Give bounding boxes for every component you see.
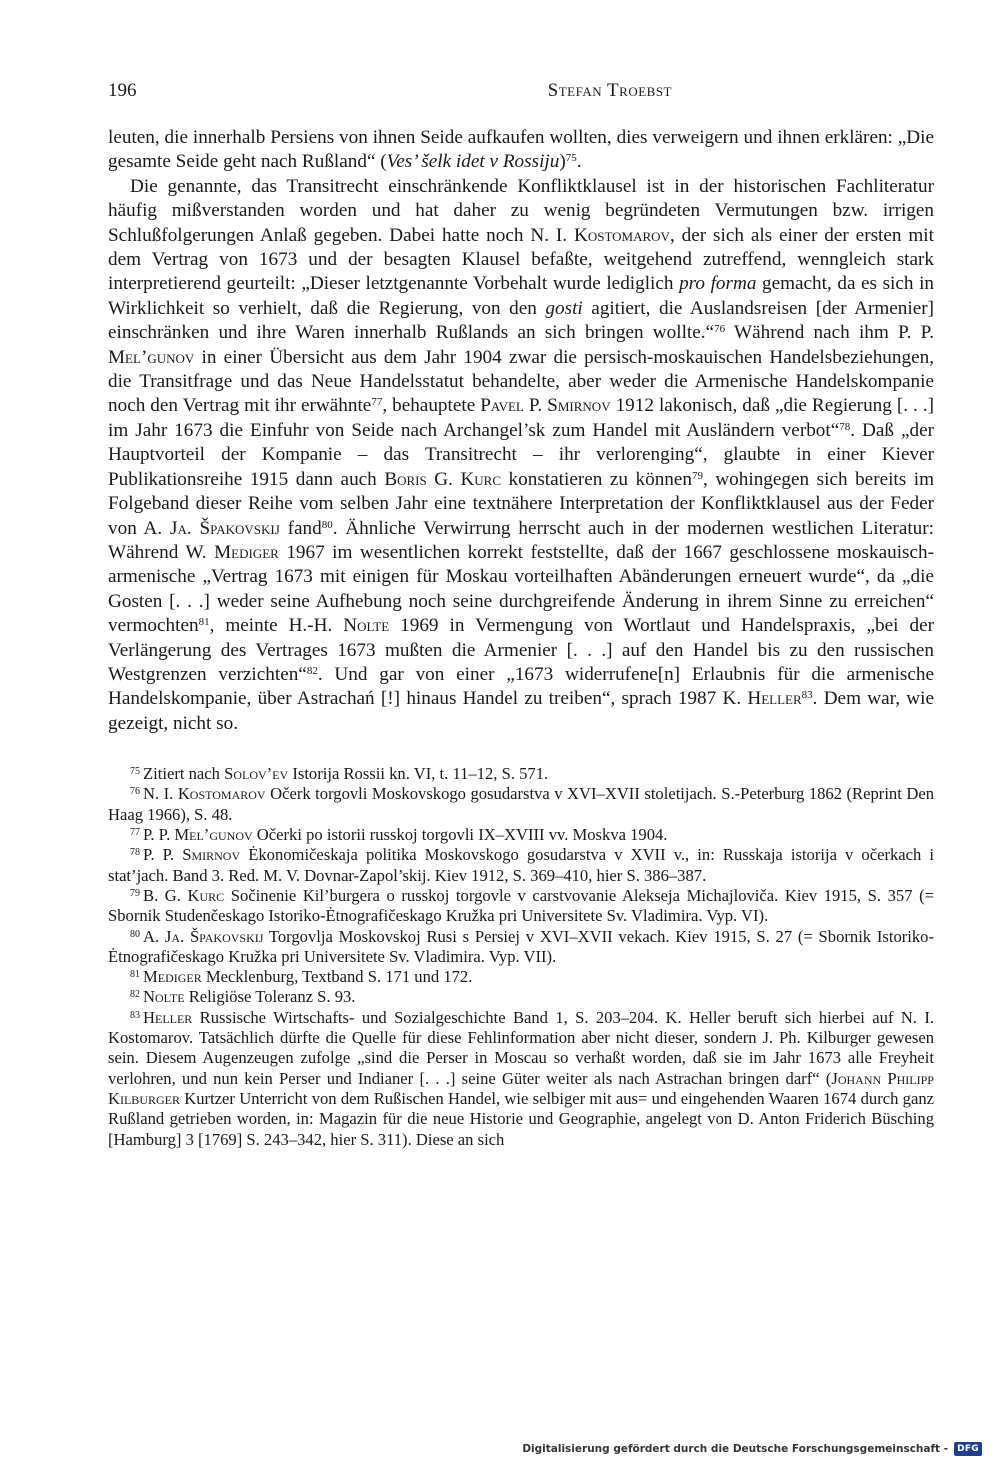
footnote-83: $^{83}$ Heller Russische Wirtschafts- und Sozialgeschichte Band 1, S. 203–204. K. Heller beruft sich hierbei auf N. I. Kostomarov. Tatsächlich dürfte die Quelle für diese Fehlinformation aber nicht dieser, sondern J. Ph. Kilburger gewesen sein. Diesem Augenzeugen zufolge „sind die Perser in Moscau so verhaßt worden, daß sie im Jahr 1673 alle Freyheit verlohren, und nun kein Perser und Indianer [. . .] seine Güter weiter als nach Astrachan bringen darf“ (Johann Philipp Kilburger Kurtzer Unterricht von dem Rußischen Handel, wie selbiger mit aus= und eingehenden Waaren 1674 durch ganz Rußland getrieben worden, in: Magazin für die neue Historie und Geographie, angelegt von D. Anton Friderich Büsching [Hamburg] 3 [1769] S. 243–342, hier S. 311). Diese an sich xyxy=(108,1007,934,1149)
footnote-ref: 78 xyxy=(839,420,851,433)
footnote-82: $^{82}$ Nolte Religiöse Toleranz S. 93. xyxy=(130,987,356,1007)
digitization-credit xyxy=(522,1442,982,1456)
paragraph-1: leuten, die innerhalb Persiens von ihnen Seide aufkaufen wollten, dies verweigern und ihnen erklären: „Die gesamte Seide geht nach Rußland“ (Ves’ šelk idet v Rossiju)$^{75}$. xyxy=(108,127,934,173)
footnote-81: $^{81}$ Mediger Mecklenburg, Textband S. 171 und 172. xyxy=(130,967,473,987)
credit-text: Digitalisierung gefördert durch die Deutsche Forschungsgemeinschaft - xyxy=(522,1443,949,1455)
footnote-ref: 79 xyxy=(692,469,703,482)
footnote-ref: 83 xyxy=(801,689,813,702)
running-header xyxy=(108,80,934,126)
footnotes xyxy=(108,764,934,1150)
running-title: Stefan Troebst xyxy=(547,80,672,101)
footnote-77: $^{77}$ P. P. Mel’gunov Očerki po istorii russkoj torgovli IX–XVIII vv. Moskva 1904. xyxy=(130,825,668,845)
footnote-ref: 77 xyxy=(371,396,383,409)
page-number: 196 xyxy=(108,80,137,101)
footnote-ref: 75 xyxy=(565,152,577,165)
footnote-76: $^{76}$ N. I. Kostomarov Očerk torgovli Moskovskogo gosudarstva v XVI–XVII stoletijach. S.-Peterburg 1862 (Reprint Den Haag 1966), S. 48. xyxy=(108,784,934,824)
footnote-ref: 81 xyxy=(198,616,210,629)
page xyxy=(108,80,934,1150)
body-text xyxy=(108,126,934,736)
footnote-ref: 82 xyxy=(306,664,318,677)
footnote-75: $^{75}$ Zitiert nach Solov’ev Istorija Rossii kn. VI, t. 11–12, S. 571. xyxy=(130,764,549,784)
footnote-ref: 80 xyxy=(321,518,333,531)
footnote-78: $^{78}$ P. P. Smirnov Ėkonomičeskaja politika Moskovskogo gosudarstva v XVII v., in: Russkaja istorija v očerkach i stat’jach. Band 3. Red. M. V. Dovnar-Zapol’skij. Kiev 1912, S. 369–410, hier S. 386–387. xyxy=(108,845,934,885)
footnote-80: $^{80}$ A. Ja. Špakovskij Torgovlja Moskovskoj Rusi s Persiej v XVI–XVII vekach. Kiev 1915, S. 27 (= Sbornik Istoriko-Ėtnografičeskago Kružka pri Universitete Sv. Vladimira. Vyp. VII). xyxy=(108,926,935,966)
dfg-logo-icon: DFG xyxy=(954,1442,982,1456)
footnote-ref: 76 xyxy=(714,323,726,336)
paragraph-2: Die genannte, das Transitrecht einschränkende Konfliktklausel ist in der historischen Fachliteratur häufig mißverstanden worden und hat daher zu wenig begründeten Vermutungen bzw. irrigen Schlußfolgerungen Anlaß gegeben. Dabei hatte noch N. I. Kostomarov, der sich als einer der ersten mit dem Vertrag von 1673 und der besagten Klausel befaßte, weitgehend zutreffend, wenngleich stark interpretierend geurteilt: „Dieser letztgenannte Vorbehalt wurde lediglich pro forma gemacht, da es sich in Wirklichkeit so verhielt, daß die Regierung, von den gosti agitiert, die Auslandsreisen [der Armenier] einschränken und ihre Waren innerhalb Rußlands an sich bringen wollte.“$^{76}$ Während nach ihm P. P. Mel’gunov in einer Übersicht aus dem Jahr 1904 zwar die persisch-moskauischen Handelsbeziehungen, die Transitfrage und das Neue Handelsstatut behandelte, aber weder die Armenische Handelskompanie noch den Vertrag mit ihr erwähnte$^{77}$, behauptete Pavel P. Smirnov 1912 lakonisch, daß „die Regierung [. . .] im Jahr 1673 die Einfuhr von Seide nach Archangel’sk zum Handel mit Ausländern verbot“$^{78}$. Daß „der Hauptvorteil der Kompanie – das Transitrecht – ihr verlorenging“, glaubte in einer Kiever Publikationsreihe 1915 dann auch Boris G. Kurc konstatieren zu können$^{79}$, wohingegen sich bereits im Folgeband dieser Reihe vom selben Jahr eine textnähere Interpretation der Konfliktklausel aus der Feder von A. Ja. Špakovskij fand$^{80}$. Ähnliche Verwirrung herrscht auch in der modernen westlichen Literatur: Während W. Mediger 1967 im wesentlichen korrekt feststellte, daß der 1667 geschlossene moskauisch-armenische „Vertrag 1673 mit einigen für Moskau vorteilhaften Abänderungen erneuert wurde“, da „die Gosten [. . .] weder seine Aufhebung noch seine durchgreifende Änderung in ihrem Sinne zu erreichen“ vermochten$^{81}$, meinte H.-H. Nolte 1969 in Vermengung von Wortlaut und Handelspraxis, „bei der Verlängerung des Vertrages 1673 mußten die Armenier [. . .] auf den Handel bis zu den russischen Westgrenzen verzichten“$^{82}$. Und gar von einer „1673 widerrufene[n] Erlaubnis für die armenische Handelskompanie, über Astrachań [!] hinaus Handel zu treiben“, sprach 1987 K. Heller$^{83}$. Dem war, wie gezeigt, nicht so. xyxy=(108,175,935,734)
footnote-79: $^{79}$ B. G. Kurc Sočinenie Kil’burgera o russkoj torgovle v carstvovanie Alekseja Michajloviča. Kiev 1915, S. 357 (= Sbornik Studenčeskago Istoriko-Ėtnografičeskago Kružka pri Universitete Sv. Vladimira. Vyp. VI). xyxy=(108,885,934,926)
